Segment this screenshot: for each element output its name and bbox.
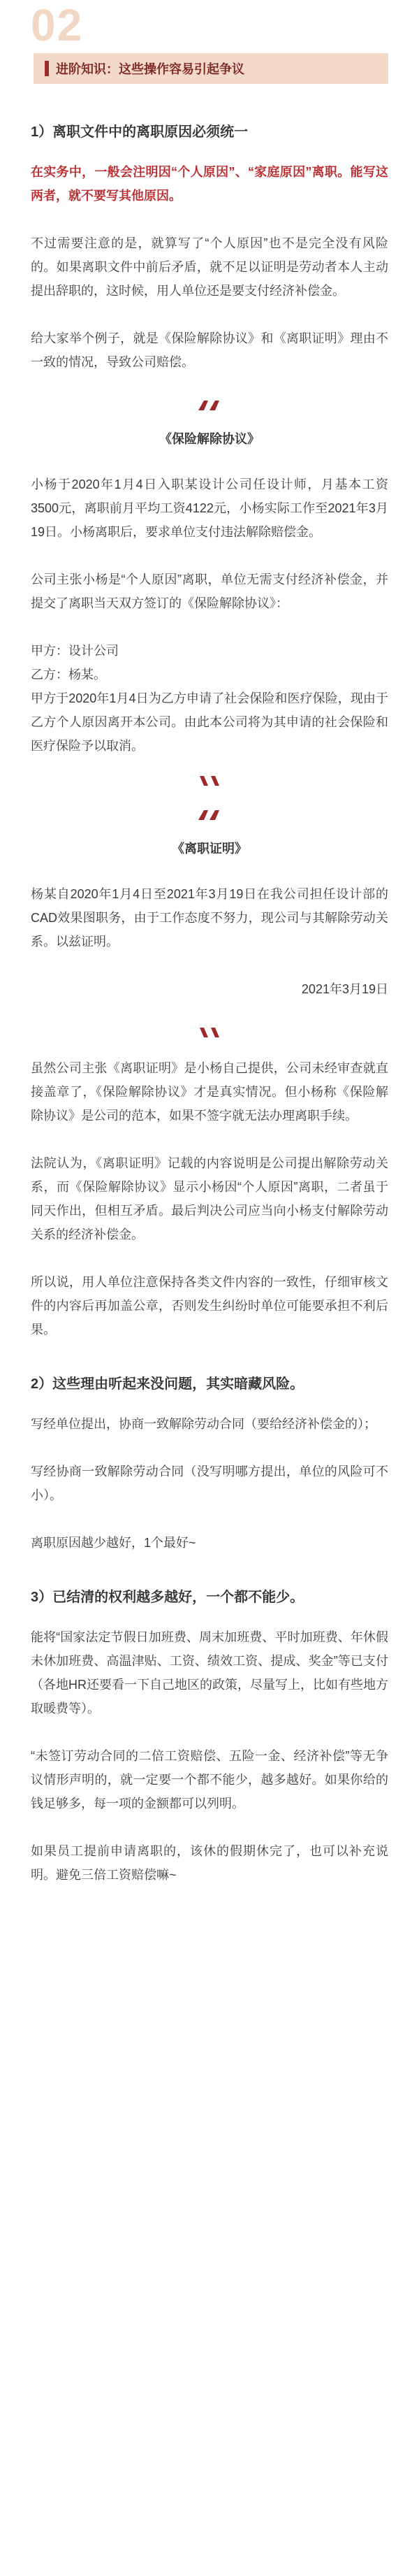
title-accent-bar bbox=[45, 61, 49, 76]
document-date: 2021年3月19日 bbox=[301, 982, 388, 996]
paragraph: 虽然公司主张《离职证明》是小杨自己提供，公司未经审查就直接盖章了，《保险解除协议》才是真实情况。但小杨称《保险解除协议》是公司的范本，如果不签字就无法办理离职手续。 bbox=[31, 1061, 388, 1123]
agreement-excerpt bbox=[31, 639, 388, 758]
agreement-text: 甲方于2020年1月4日为乙方申请了社会保险和医疗保险，现由于乙方个人原因离开本公司。由此本公司将为其申请的社会保险和医疗保险予以取消。 bbox=[31, 691, 388, 753]
document-title: 《离职证明》 bbox=[172, 842, 247, 856]
heading-1: 1）离职文件中的离职原因必须统一 bbox=[31, 124, 249, 140]
section-title-bar bbox=[34, 53, 388, 84]
paragraph: 离职原因越少越好，1个最好~ bbox=[31, 1536, 196, 1550]
document-title: 《保险解除协议》 bbox=[159, 432, 260, 446]
party-b: 乙方：杨某。 bbox=[31, 668, 106, 682]
paragraph: 给大家举个例子，就是《保险解除协议》和《离职证明》理由不一致的情况，导致公司赔偿。 bbox=[31, 331, 388, 369]
heading-3: 3）已结清的权利越多越好，一个都不能少。 bbox=[31, 1590, 304, 1605]
highlight-paragraph: 在实务中，一般会注明因“个人原因”、“家庭原因”离职。能写这两者，就不要写其他原因。 bbox=[31, 165, 388, 203]
section-title: 进阶知识：这些操作容易引起争议 bbox=[56, 62, 244, 76]
quote-close-icon bbox=[31, 1025, 388, 1044]
quote-close-icon bbox=[31, 773, 388, 792]
paragraph: 小杨于2020年1月4日入职某设计公司任设计师，月基本工资3500元，离职前月平均工资4122元，小杨实际工作至2021年3月19日。小杨离职后，要求单位支付违法解除赔偿金。 bbox=[31, 477, 388, 539]
paragraph: 写经协商一致解除劳动合同（没写明哪方提出，单位的风险可不小）。 bbox=[31, 1465, 388, 1502]
paragraph: 杨某自2020年1月4日至2021年3月19日在我公司担任设计部的CAD效果图职务，由于工作态度不努力，现公司与其解除劳动关系。以兹证明。 bbox=[31, 887, 388, 949]
section-header bbox=[0, 0, 419, 89]
paragraph: 不过需要注意的是，就算写了“个人原因”也不是完全没有风险的。如果离职文件中前后矛盾，就不足以证明是劳动者本人主动提出辞职的，这时候，用人单位还是要支付经济补偿金。 bbox=[31, 236, 388, 298]
quote-open-icon bbox=[31, 398, 388, 417]
paragraph: 能将“国家法定节假日加班费、周末加班费、平时加班费、年休假未休加班费、高温津贴、工资、绩效工资、提成、奖金”等已支付（各地HR还要看一下自己地区的政策，尽量写上，比如有些地方取暖费等）。 bbox=[31, 1630, 388, 1715]
party-a: 甲方：设计公司 bbox=[31, 644, 119, 658]
quote-open-icon bbox=[31, 807, 388, 826]
article-body bbox=[0, 120, 419, 1938]
paragraph: “未签订劳动合同的二倍工资赔偿、五险一金、经济补偿”等无争议情形声明的，就一定要一个都不能少，越多越好。如果你给的钱足够多，每一项的金额都可以列明。 bbox=[31, 1749, 388, 1811]
paragraph: 所以说，用人单位注意保持各类文件内容的一致性，仔细审核文件的内容后再加盖公章，否则发生纠纷时单位可能要承担不利后果。 bbox=[31, 1275, 388, 1337]
paragraph: 写经单位提出，协商一致解除劳动合同（要给经济补偿金的）； bbox=[31, 1417, 376, 1431]
paragraph: 如果员工提前申请离职的，该休的假期休完了，也可以补充说明。避免三倍工资赔偿嘛~ bbox=[31, 1844, 388, 1882]
paragraph: 法院认为，《离职证明》记载的内容说明是公司提出解除劳动关系，而《保险解除协议》显示小杨因“个人原因”离职，二者虽于同天作出，但相互矛盾。最后判决公司应当向小杨支付解除劳动关系的经济补偿金。 bbox=[31, 1156, 388, 1242]
heading-2: 2）这些理由听起来没问题，其实暗藏风险。 bbox=[31, 1376, 304, 1392]
paragraph: 公司主张小杨是“个人原因”离职，单位无需支付经济补偿金，并提交了离职当天双方签订的《保险解除协议》： bbox=[31, 573, 388, 610]
section-number: 02 bbox=[31, 0, 84, 50]
